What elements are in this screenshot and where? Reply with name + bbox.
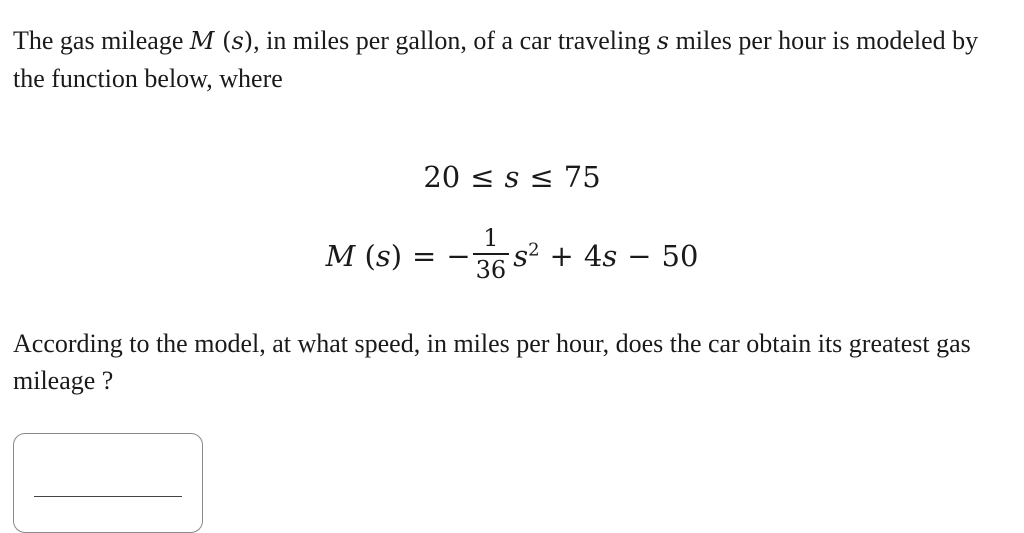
answer-underline (34, 496, 182, 497)
equals-sign: = (412, 239, 437, 273)
mileage-formula (0, 224, 1024, 288)
intro-text-2: , in miles per gallon, of a car traveling (253, 26, 657, 55)
constant-term: 50 (661, 239, 699, 273)
intro-text-3: miles per hour is modeled by the function below, where (13, 26, 979, 93)
constraint-upper: 75 (563, 160, 601, 194)
leq-symbol: ≤ (529, 160, 554, 194)
fraction (473, 224, 510, 284)
constraint-variable: s (504, 160, 520, 194)
domain-constraint (0, 160, 1024, 194)
intro-text-1: The gas mileage (13, 26, 190, 55)
quadratic-variable: s (513, 239, 529, 273)
exponent: 2 (528, 239, 540, 261)
formula-function-name: M (325, 239, 356, 273)
linear-coefficient: 4 (583, 239, 603, 273)
fraction-denominator: 36 (475, 256, 507, 284)
plus-sign: + (549, 239, 574, 273)
left-paren: ( (214, 27, 232, 55)
linear-variable: s (602, 239, 618, 273)
function-name: M (189, 27, 215, 55)
answer-input[interactable] (13, 433, 203, 533)
question-prompt: According to the model, at what speed, in miles per hour, does the car obtain its greatest gas mileage ? (13, 329, 971, 395)
constraint-lower: 20 (423, 160, 461, 194)
function-variable: s (231, 27, 244, 55)
fraction-numerator: 1 (473, 224, 510, 255)
formula-left-paren: ( (355, 239, 376, 273)
speed-variable: s (656, 27, 670, 55)
question-intro (13, 22, 984, 97)
minus-sign: − (627, 239, 652, 273)
leq-symbol: ≤ (470, 160, 495, 194)
formula-argument: s (375, 239, 391, 273)
negative-sign: − (446, 239, 471, 273)
right-paren: ) (243, 27, 254, 55)
formula-right-paren: ) (390, 239, 403, 273)
